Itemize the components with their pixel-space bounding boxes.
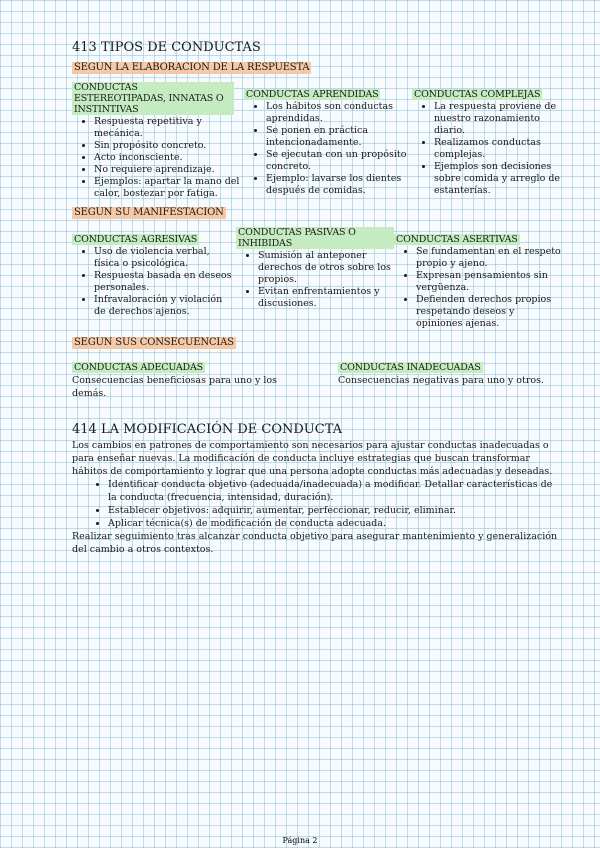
- list-complejas: [412, 101, 562, 197]
- list-item: • Los hábitos son conductas aprendidas.: [266, 101, 412, 125]
- column-adecuadas: [72, 355, 338, 400]
- list-pasivas: [236, 250, 394, 310]
- list-estereotipadas: [72, 116, 244, 200]
- column-inadecuadas: [338, 355, 558, 400]
- column-title-agresivas: CONDUCTAS AGRESIVAS: [74, 234, 198, 245]
- list-item: • Identificar conducta objetivo (adecuada/inadecuada) a modificar. Detallar características de la conducta (frecuencia, intensidad, duración).: [108, 478, 562, 504]
- list-item: • No requiere aprendizaje.: [94, 164, 244, 176]
- list-item: • Expresan pensamientos sin vergüenza.: [416, 270, 562, 294]
- section-414-closing: Realizar seguimiento tras alcanzar conducta objetivo para asegurar mantenimiento y generalización del cambio a otros contextos.: [72, 531, 558, 555]
- column-aprendidas: [244, 82, 412, 200]
- list-item: • Ejemplos: apartar la mano del calor, bostezar por fatiga.: [94, 176, 244, 200]
- list-item: • Respuesta basada en deseos personales.: [94, 270, 236, 294]
- list-item: • Sin propósito concreto.: [94, 140, 244, 152]
- text-inadecuadas: Consecuencias negativas para uno y otros.: [338, 375, 544, 386]
- list-item: • Infravaloración y violación de derechos ajenos.: [94, 294, 236, 318]
- heading-manifestacion: SEGUN SU MANIFESTACION: [74, 207, 224, 218]
- column-title-aprendidas: CONDUCTAS APRENDIDAS: [246, 89, 379, 100]
- heading-elaboracion: SEGUN LA ELABORACION DE LA RESPUESTA: [74, 62, 310, 73]
- list-item: • Uso de violencia verbal, física o psicológica.: [94, 246, 236, 270]
- list-item: • Establecer objetivos: adquirir, aumentar, perfeccionar, reducir, eliminar.: [108, 504, 562, 517]
- list-item: • Respuesta repetitiva y mecánica.: [94, 116, 244, 140]
- section-414-intro: Los cambios en patrones de comportamiento son necesarios para ajustar conductas inadecuadas o para enseñar nuevas. La modificación de conducta incluye estrategias que buscan transformar hábitos de comportamiento y lograr que una persona adopte conductas más adecuadas y deseadas.: [72, 440, 553, 477]
- column-title-inadecuadas: CONDUCTAS INADECUADAS: [340, 362, 481, 373]
- list-item: • Aplicar técnica(s) de modificación de conducta adecuada.: [108, 517, 562, 530]
- list-asertivas: [394, 246, 562, 330]
- section-413-title: 413 TIPOS DE CONDUCTAS: [72, 40, 261, 55]
- list-agresivas: [72, 246, 236, 318]
- list-modificacion: [72, 478, 562, 530]
- section-414-title: 414 LA MODIFICACIÓN DE CONDUCTA: [72, 422, 343, 437]
- column-title-estereotipadas: CONDUCTAS ESTEREOTIPADAS, INNATAS O INSTINTIVAS: [72, 82, 234, 115]
- list-item: • Realizamos conductas complejas.: [434, 137, 562, 161]
- consecuencias-columns: [72, 355, 562, 400]
- list-item: • Acto inconsciente.: [94, 152, 244, 164]
- column-title-pasivas: CONDUCTAS PASIVAS O INHIBIDAS: [236, 227, 394, 249]
- page-number: Página 2: [282, 836, 318, 845]
- list-item: • Se fundamentan en el respeto propio y ajeno.: [416, 246, 562, 270]
- list-item: • Se ponen en práctica intencionadamente.: [266, 125, 412, 149]
- list-aprendidas: [244, 101, 412, 197]
- column-agresivas: [72, 227, 236, 330]
- elaboracion-columns: [72, 82, 562, 200]
- column-title-complejas: CONDUCTAS COMPLEJAS: [414, 89, 541, 100]
- list-item: • Evitan enfrentamientos y discusiones.: [258, 286, 394, 310]
- list-item: • Se ejecutan con un propósito concreto.: [266, 149, 412, 173]
- column-pasivas: [236, 227, 394, 330]
- heading-consecuencias: SEGUN SUS CONSECUENCIAS: [74, 337, 234, 348]
- list-item: • Defienden derechos propios respetando deseos y opiniones ajenas.: [416, 294, 562, 330]
- list-item: • Ejemplo: lavarse los dientes después de comidas.: [266, 173, 412, 197]
- column-title-asertivas: CONDUCTAS ASERTIVAS: [396, 234, 518, 245]
- column-title-adecuadas: CONDUCTAS ADECUADAS: [74, 362, 203, 373]
- list-item: • Sumisión al anteponer derechos de otros sobre los propios.: [258, 250, 394, 286]
- text-adecuadas: Consecuencias beneficiosas para uno y los demás.: [72, 375, 277, 399]
- manifestacion-columns: [72, 227, 562, 330]
- column-asertivas: [394, 227, 562, 330]
- column-estereotipadas: [72, 82, 244, 200]
- list-item: • Ejemplos son decisiones sobre comida y arreglo de estanterías.: [434, 161, 562, 197]
- column-complejas: [412, 82, 562, 200]
- document-page: [72, 40, 562, 556]
- list-item: • La respuesta proviene de nuestro razonamiento diario.: [434, 101, 562, 137]
